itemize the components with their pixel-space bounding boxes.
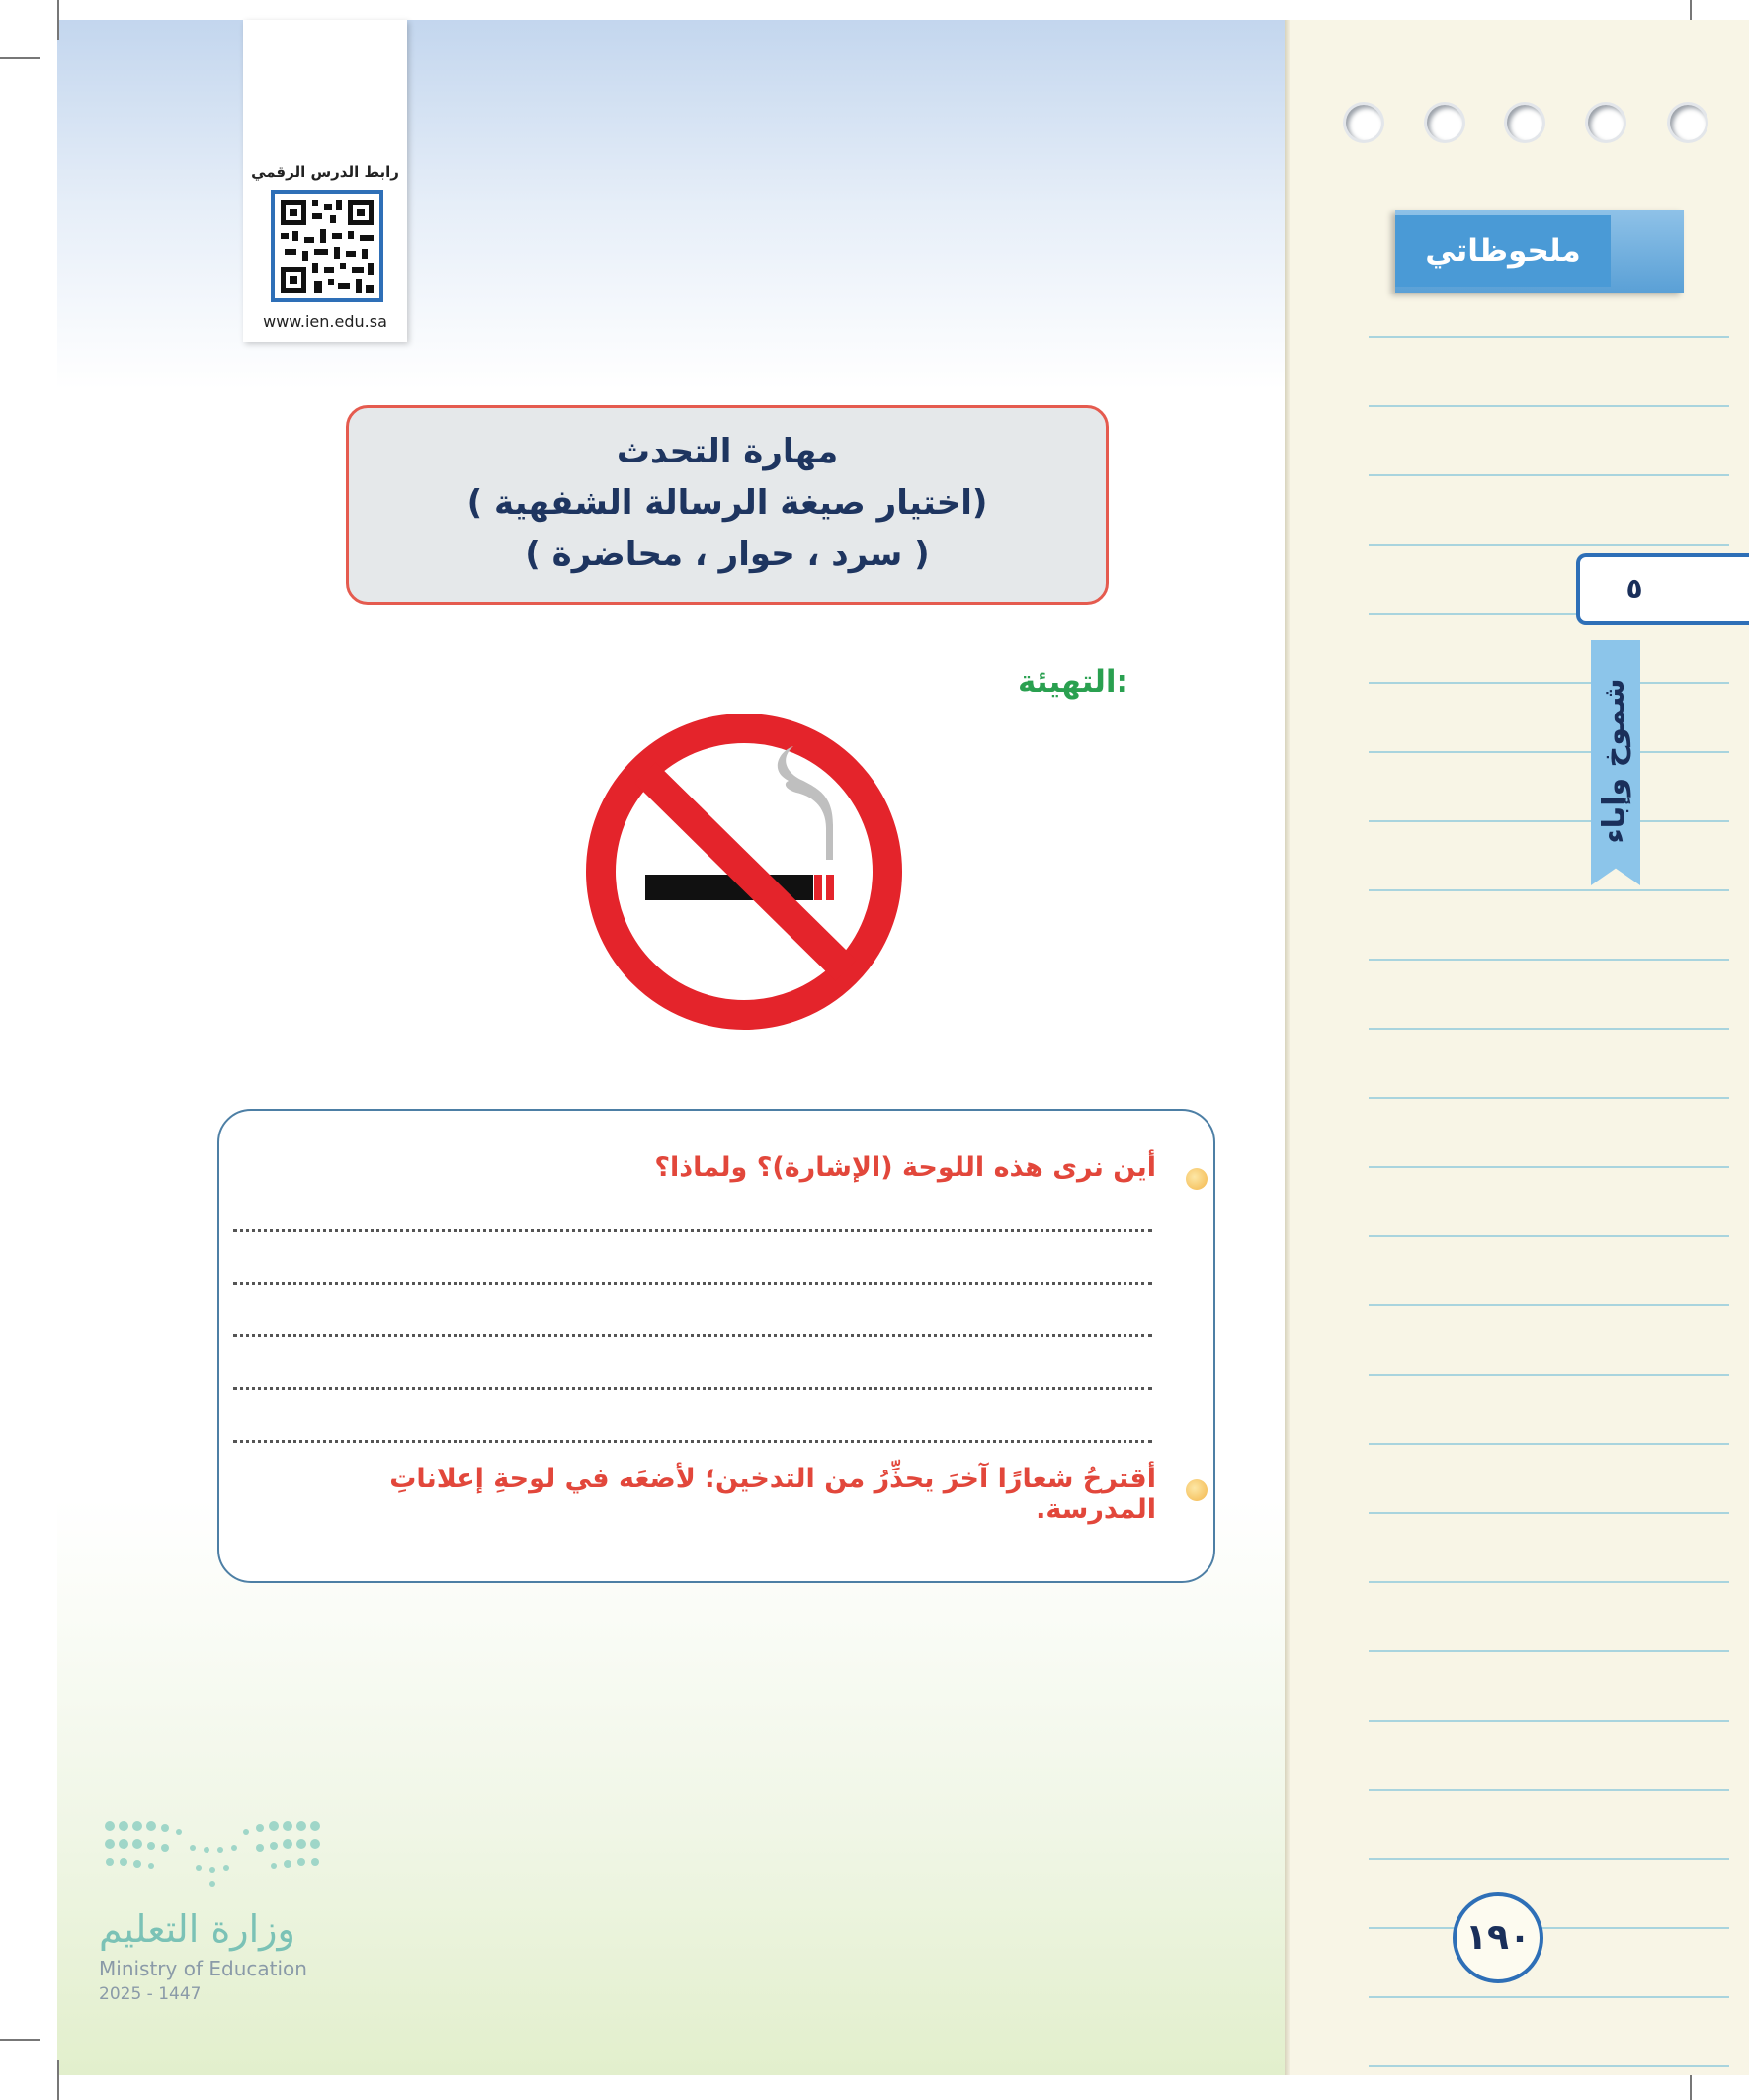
notes-line (1369, 405, 1729, 407)
notes-title: ملحوظاتي (1395, 215, 1611, 287)
page-number: ١٩٠ (1453, 1892, 1543, 1983)
binder-hole (1427, 105, 1462, 140)
notes-line (1369, 889, 1729, 891)
notes-line (1369, 1720, 1729, 1722)
notes-title-tab (1395, 210, 1684, 293)
answer-line[interactable] (233, 1334, 1152, 1337)
ministry-name-english: Ministry of Education (99, 1957, 307, 1980)
answer-line[interactable] (233, 1387, 1152, 1390)
qr-url[interactable]: www.ien.edu.sa (263, 312, 387, 331)
answer-line[interactable] (233, 1229, 1152, 1232)
unit-number: ٥ (1625, 572, 1643, 605)
crop-mark (0, 2039, 40, 2041)
crop-mark (57, 0, 59, 40)
lesson-title: مهارة التحدث (616, 432, 839, 471)
answer-line[interactable] (233, 1440, 1152, 1443)
notes-line (1369, 682, 1729, 684)
binder-hole (1670, 105, 1706, 140)
no-smoking-icon (581, 712, 917, 1038)
lesson-subtitle: ( اختيار صيغة الرسالة الشفهية) (466, 483, 988, 523)
notes-line (1369, 1789, 1729, 1791)
notes-line (1369, 474, 1729, 476)
notes-panel (1290, 20, 1749, 2075)
notes-line (1369, 1650, 1729, 1652)
ministry-logo-icon (104, 1818, 321, 1895)
notes-line (1369, 1374, 1729, 1376)
crop-mark (0, 57, 40, 59)
notes-line (1369, 1927, 1729, 1929)
notes-line (1369, 336, 1729, 338)
prep-heading: التهيئة: (1018, 664, 1128, 700)
notes-line (1369, 1512, 1729, 1514)
edition-year: 2025 - 1447 (99, 1984, 202, 2004)
unit-number-box (1576, 553, 1749, 625)
notes-line (1369, 1581, 1729, 1583)
question-2: أقترحُ شعارًا آخرَ يحذِّرُ من التدخين؛ لأضعَه في لوحةِ إعلاناتِ المدرسة. (389, 1464, 1156, 1525)
qr-code-icon (275, 194, 379, 298)
question-1: أين نرى هذه اللوحة (الإشارة)؟ ولماذا؟ (654, 1152, 1156, 1183)
notes-line (1369, 1028, 1729, 1030)
notes-line (1369, 1304, 1729, 1306)
binder-hole (1588, 105, 1624, 140)
qr-code[interactable] (271, 190, 383, 302)
notes-line (1369, 959, 1729, 961)
notes-line (1369, 820, 1729, 822)
notes-line (1369, 1858, 1729, 1860)
notes-line (1369, 1235, 1729, 1237)
binder-hole (1507, 105, 1542, 140)
bullet-icon (1186, 1168, 1208, 1190)
answer-line[interactable] (233, 1282, 1152, 1285)
notes-line (1369, 2065, 1729, 2067)
ministry-name-arabic: وزارة التعليم (99, 1907, 295, 1951)
unit-name: شموخ وإباء (1597, 678, 1631, 844)
qr-card[interactable] (243, 20, 407, 342)
bullet-icon (1186, 1479, 1208, 1501)
lesson-title-box (346, 405, 1109, 605)
notes-line (1369, 1166, 1729, 1168)
notes-line (1369, 544, 1729, 546)
qr-label: رابط الدرس الرقمي (251, 163, 399, 181)
lesson-types: ( سرد ، حوار ، محاضرة ) (525, 535, 930, 574)
notes-line (1369, 1443, 1729, 1445)
crop-mark (57, 2060, 59, 2100)
notes-line (1369, 751, 1729, 753)
notes-line (1369, 1097, 1729, 1099)
notes-line (1369, 1996, 1729, 1998)
binder-hole (1346, 105, 1381, 140)
